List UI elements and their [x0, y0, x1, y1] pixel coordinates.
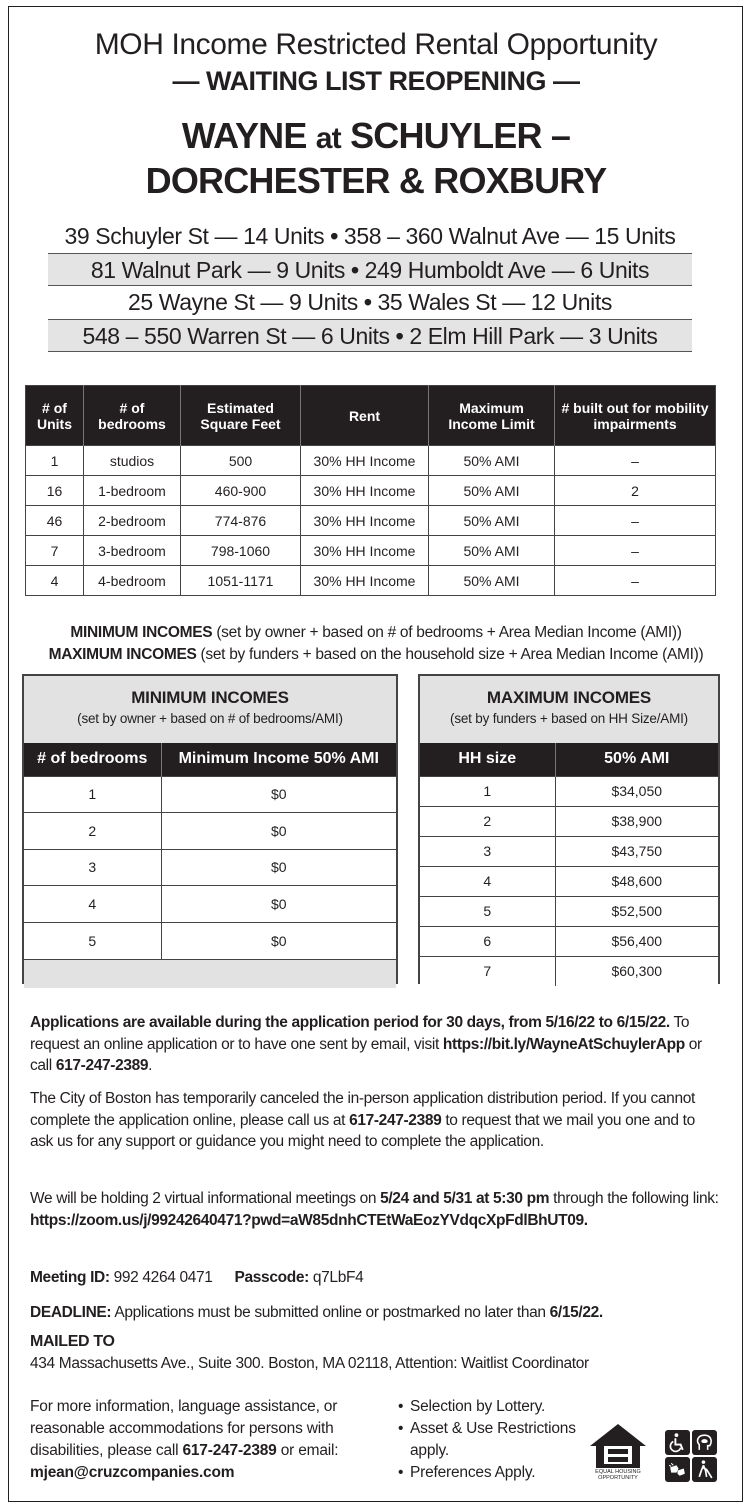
units-table-row: [26, 566, 716, 596]
deadline-text: Applications must be submitted online or postmarked no later than: [111, 1304, 550, 1321]
units-table-row: [26, 536, 716, 566]
table-cell: studios: [84, 446, 181, 476]
cognitive-disability-icon: [692, 1430, 717, 1455]
mailing-info: [30, 1331, 720, 1374]
deadline-label: DEADLINE:: [30, 1304, 112, 1321]
table-cell: $43,750: [555, 836, 718, 866]
application-text: or call: [30, 1035, 702, 1074]
maximum-incomes-box: [418, 674, 720, 984]
condition-item: • Selection by Lottery.: [398, 1396, 578, 1418]
property-name-part: WAYNE: [181, 115, 307, 156]
table-cell: 7: [420, 956, 555, 986]
meeting-dates: 5/24 and 5/31 at 5:30 pm: [380, 1190, 550, 1207]
table-cell: 4: [26, 566, 84, 596]
contact-info: [30, 1396, 370, 1484]
meeting-id-label: Meeting ID:: [30, 1269, 110, 1286]
max-income-note: [0, 644, 752, 666]
property-name: [0, 115, 752, 202]
address-item: 81 Walnut Park — 9 Units: [90, 257, 345, 283]
min-income-note: [0, 622, 752, 644]
table-cell: 50% AMI: [429, 566, 555, 596]
col-header-rent: Rent: [301, 386, 429, 446]
table-cell: $60,300: [555, 956, 718, 986]
mailing-address: 434 Massachusetts Ave., Suite 300. Boston, MA 02118, Attention: Waitlist Coordinator: [30, 1354, 589, 1372]
max-income-note-label: MAXIMUM INCOMES: [48, 646, 197, 663]
agency-line: MOH Income Restricted Rental Opportunity: [94, 28, 658, 61]
min-income-row: [24, 813, 396, 850]
table-cell: 30% HH Income: [301, 566, 429, 596]
waiting-list-banner: — WAITING LIST REOPENING —: [172, 66, 580, 96]
maximum-incomes-table: [420, 743, 718, 986]
max-income-note-text: (set by funders + based on the household size + Area Median Income (AMI)): [196, 646, 704, 663]
application-info: [30, 1012, 720, 1077]
table-cell: 50% AMI: [429, 476, 555, 506]
email-link[interactable]: mjean@cruzcompanies.com: [30, 1464, 235, 1481]
application-period: Applications are available during the application period for 30 days, from 5/16/22 to 6/15/22.: [30, 1014, 670, 1031]
col-header-ami: 50% AMI: [555, 743, 718, 776]
units-table-row: [26, 476, 716, 506]
passcode-value: q7LbF4: [308, 1269, 364, 1286]
col-header-sqft: Estimated Square Feet: [181, 386, 301, 446]
col-header-hh-size: HH size: [420, 743, 555, 776]
mailing-label: MAILED TO: [30, 1333, 115, 1350]
phone-number[interactable]: 617-247-2389: [182, 1442, 277, 1459]
table-cell: 46: [26, 506, 84, 536]
distribution-text: The City of Boston has temporarily canceled the in-person application distribution period. If you cannot complete the application online, please call us at: [30, 1090, 695, 1129]
bullet-separator: •: [395, 323, 404, 349]
conditions-list: [398, 1396, 578, 1484]
application-text: To request an online application or to have one sent by email, visit: [30, 1014, 690, 1053]
min-income-row: [24, 776, 396, 813]
address-item: 548 – 550 Warren St — 6 Units: [82, 323, 390, 349]
address-item: 249 Humboldt Ave — 6 Units: [364, 257, 650, 283]
min-income-note-label: MINIMUM INCOMES: [70, 624, 213, 641]
address-list: [48, 220, 692, 352]
table-cell: $56,400: [555, 926, 718, 956]
table-cell: $52,500: [555, 896, 718, 926]
table-cell: 5: [24, 922, 161, 959]
wheelchair-access-icon: [665, 1430, 690, 1455]
application-link[interactable]: https://bit.ly/WayneAtSchuylerApp: [442, 1035, 685, 1053]
table-filler: [24, 959, 396, 988]
table-cell: $0: [161, 776, 396, 813]
address-row: [48, 286, 692, 319]
eho-caption: EQUAL HOUSING OPPORTUNITY: [595, 1469, 641, 1481]
property-name-part: at: [315, 122, 341, 155]
units-table: [25, 385, 716, 596]
meetings-text: We will be holding 2 virtual informational meetings on: [30, 1190, 381, 1207]
maximum-incomes-subtitle: (set by funders + based on HH Size/AMI): [450, 711, 688, 726]
table-cell: $38,900: [555, 806, 718, 836]
maximum-incomes-heading: [420, 676, 718, 743]
address-item: 39 Schuyler St — 14 Units: [64, 223, 325, 249]
table-cell: 30% HH Income: [301, 506, 429, 536]
deadline-date: 6/15/22.: [549, 1304, 603, 1321]
address-row: [48, 319, 692, 352]
contact-text: For more information, language assistance, or reasonable accommodations for persons with disabilities, please call: [30, 1398, 338, 1459]
address-item: 2 Elm Hill Park — 3 Units: [409, 323, 658, 349]
minimum-incomes-heading: [24, 676, 396, 743]
table-cell: 16: [26, 476, 84, 506]
table-cell: 1: [26, 446, 84, 476]
phone-number[interactable]: 617-247-2389: [349, 1111, 442, 1129]
units-table-header: [26, 386, 716, 446]
sign-language-icon: [665, 1457, 690, 1482]
property-location: DORCHESTER & ROXBURY: [145, 160, 607, 201]
address-item: 25 Wayne St — 9 Units: [128, 289, 358, 315]
minimum-incomes-title: MINIMUM INCOMES: [131, 688, 289, 707]
maximum-incomes-title: MAXIMUM INCOMES: [486, 688, 652, 707]
application-text: .: [148, 1057, 153, 1074]
table-cell: 2: [420, 806, 555, 836]
table-cell: $0: [161, 886, 396, 923]
table-cell: 2: [555, 476, 716, 506]
table-cell: –: [555, 506, 716, 536]
table-cell: $0: [161, 813, 396, 850]
table-cell: 7: [26, 536, 84, 566]
table-cell: 4: [24, 886, 161, 923]
table-cell: 3-bedroom: [84, 536, 181, 566]
table-cell: 3: [420, 836, 555, 866]
minimum-incomes-subtitle: (set by owner + based on # of bedrooms/AMI): [77, 711, 343, 726]
income-notes: [0, 622, 752, 666]
meeting-credentials: [30, 1267, 720, 1289]
col-header-bedrooms: # of bedrooms: [24, 743, 161, 776]
table-cell: 3: [24, 849, 161, 886]
table-cell: 2: [24, 813, 161, 850]
table-cell: 1051-1171: [181, 566, 301, 596]
minimum-incomes-table: [24, 743, 396, 959]
table-cell: 774-876: [181, 506, 301, 536]
max-income-row: [420, 866, 718, 896]
table-cell: 4: [420, 866, 555, 896]
min-income-row: [24, 886, 396, 923]
table-cell: –: [555, 566, 716, 596]
property-name-part: SCHUYLER –: [350, 115, 571, 156]
max-income-row: [420, 776, 718, 806]
table-cell: 1-bedroom: [84, 476, 181, 506]
condition-item: • Asset & Use Restrictions apply.: [398, 1418, 578, 1462]
col-header-units: # of Units: [26, 386, 84, 446]
table-cell: 500: [181, 446, 301, 476]
table-cell: 6: [420, 926, 555, 956]
max-income-row: [420, 836, 718, 866]
bullet-separator: •: [350, 257, 359, 283]
col-header-bedrooms: # of bedrooms: [84, 386, 181, 446]
table-cell: 50% AMI: [429, 506, 555, 536]
table-cell: 30% HH Income: [301, 446, 429, 476]
table-cell: 50% AMI: [429, 446, 555, 476]
units-table-row: [26, 446, 716, 476]
zoom-link[interactable]: https://zoom.us/j/99242640471?pwd=aW85dnhCTEtWaEozYVdqcXpFdlBhUT09.: [30, 1211, 588, 1229]
table-cell: –: [555, 446, 716, 476]
table-cell: 460-900: [181, 476, 301, 506]
meeting-id-value: 992 4264 0471: [109, 1269, 213, 1286]
phone-number[interactable]: 617-247-2389: [55, 1057, 149, 1074]
units-table-row: [26, 506, 716, 536]
meetings-info: [30, 1188, 720, 1231]
blind-cane-icon: [692, 1457, 717, 1482]
address-row: [48, 253, 692, 286]
col-header-min-income: Minimum Income 50% AMI: [161, 743, 396, 776]
address-item: 35 Wales St — 12 Units: [377, 289, 612, 315]
table-cell: 30% HH Income: [301, 536, 429, 566]
condition-item: • Preferences Apply.: [398, 1462, 578, 1484]
table-cell: 798-1060: [181, 536, 301, 566]
table-cell: $34,050: [555, 776, 718, 806]
deadline-info: [30, 1302, 720, 1324]
min-income-note-text: (set by owner + based on # of bedrooms + Area Median Income (AMI)): [212, 624, 682, 641]
max-income-row: [420, 956, 718, 986]
address-item: 358 – 360 Walnut Ave — 15 Units: [343, 223, 676, 249]
min-income-row: [24, 922, 396, 959]
table-cell: –: [555, 536, 716, 566]
table-cell: 1: [24, 776, 161, 813]
table-cell: 4-bedroom: [84, 566, 181, 596]
distribution-info: [30, 1088, 720, 1153]
table-cell: 5: [420, 896, 555, 926]
minimum-incomes-box: [22, 674, 398, 984]
distribution-text: to request that we mail you one and to ask us for any support or guidance you might need to complete the application.: [30, 1111, 695, 1150]
accessibility-icons: [665, 1430, 717, 1482]
col-header-max-income: Maximum Income Limit: [429, 386, 555, 446]
bullet-separator: •: [330, 223, 338, 249]
table-cell: 2-bedroom: [84, 506, 181, 536]
max-income-row: [420, 926, 718, 956]
max-income-row: [420, 806, 718, 836]
address-row: [48, 220, 692, 253]
table-cell: 50% AMI: [429, 536, 555, 566]
table-cell: 1: [420, 776, 555, 806]
contact-text: or email:: [276, 1442, 339, 1459]
table-cell: $48,600: [555, 866, 718, 896]
table-cell: $0: [161, 849, 396, 886]
min-income-row: [24, 849, 396, 886]
meetings-text: through the following link:: [549, 1190, 719, 1207]
bullet-separator: •: [363, 289, 372, 315]
table-cell: $0: [161, 922, 396, 959]
table-cell: 30% HH Income: [301, 476, 429, 506]
col-header-mobility: # built out for mobility impairments: [555, 386, 716, 446]
passcode-label: Passcode:: [234, 1269, 309, 1286]
max-income-row: [420, 896, 718, 926]
